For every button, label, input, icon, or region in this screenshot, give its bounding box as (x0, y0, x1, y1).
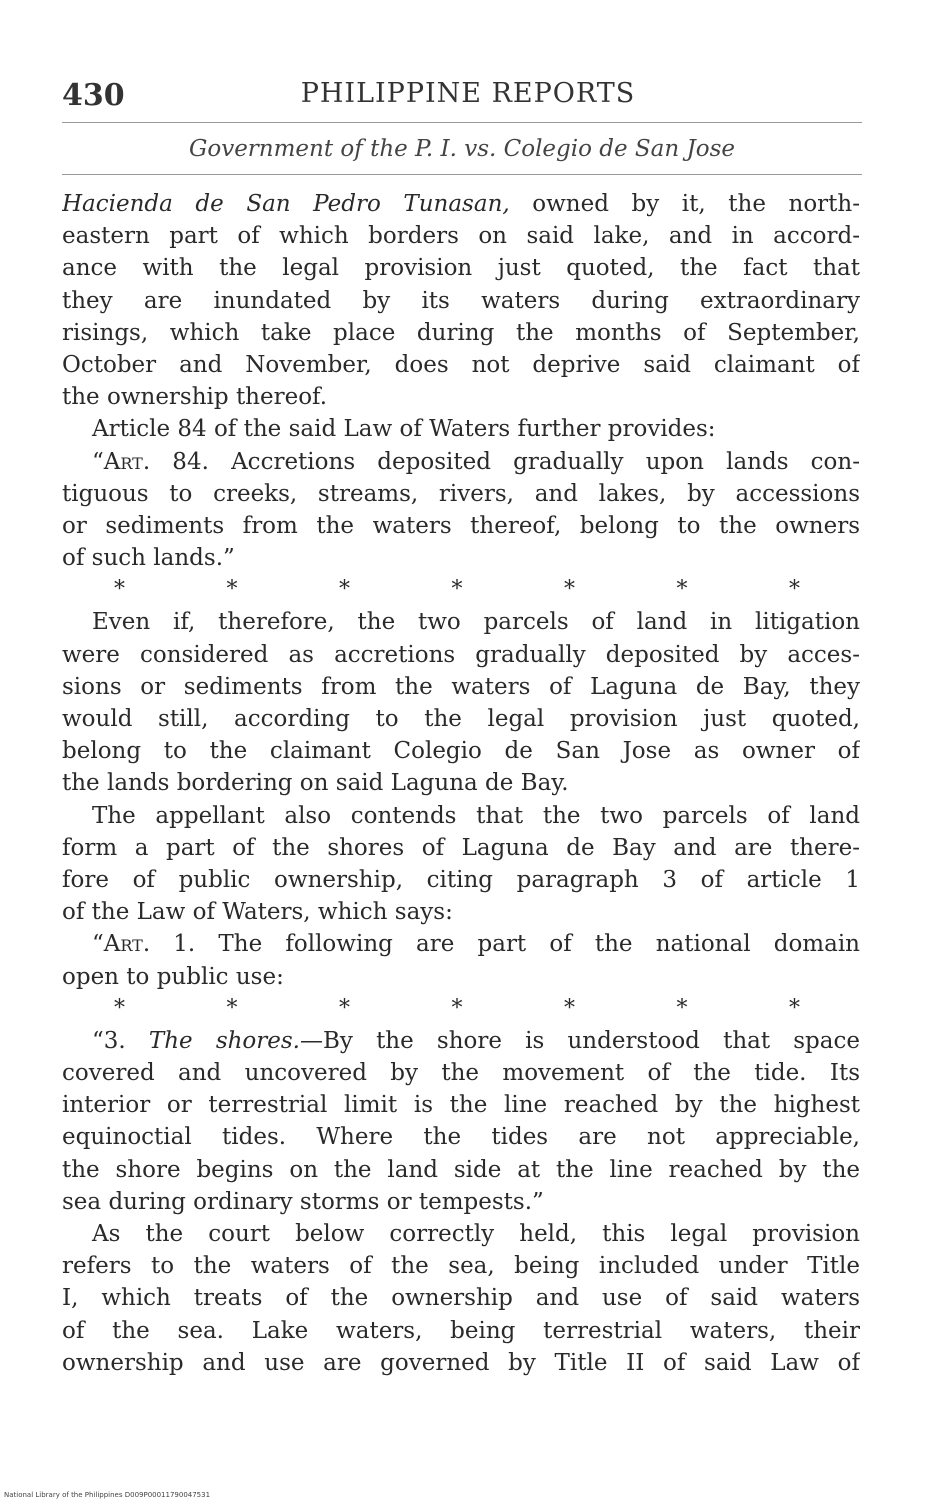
quote-line: of such lands.” (62, 545, 235, 572)
star: * (114, 577, 125, 603)
text-span: owned by it, the north- (509, 191, 860, 217)
text-line: sions or sediments from the waters of Laguna de Bay, they (62, 673, 860, 700)
article-label: Art. 1. (103, 931, 196, 958)
star: * (226, 577, 238, 603)
shores-heading: The shores. (148, 1027, 300, 1054)
star: * (114, 995, 125, 1021)
text-span: “ (92, 931, 104, 958)
star: * (564, 577, 575, 603)
text-line: form a part of the shores of Laguna de Bay and are there- (62, 834, 860, 861)
quote-line: tiguous to creeks, streams, rivers, and lakes, by accessions (62, 480, 860, 507)
text-line: ownership and use are governed by Title II of said Law of (62, 1349, 860, 1376)
text-line (62, 188, 860, 220)
star: * (339, 577, 350, 603)
quote-line (62, 1025, 860, 1057)
star: * (789, 577, 800, 603)
running-head: PHILIPPINE REPORTS (300, 78, 636, 109)
star: * (451, 995, 463, 1021)
text-line: belong to the claimant Colegio de San Jose as owner of (62, 738, 860, 765)
body-text (62, 188, 860, 1379)
quote-line: interior or terrestrial limit is the line reached by the highest (62, 1092, 860, 1119)
star: * (789, 995, 800, 1021)
text-line: risings, which take place during the months of September, (62, 319, 860, 346)
text-line: Article 84 of the said Law of Waters further provides: (92, 416, 716, 443)
star: * (339, 995, 350, 1021)
quote-line: or sediments from the waters thereof, belong to the owners (62, 512, 860, 539)
quote-line (62, 928, 860, 960)
text-line: Even if, therefore, the two parcels of land in litigation (92, 609, 860, 636)
quote-line: the shore begins on the land side at the line reached by the (62, 1156, 860, 1183)
text-line: the lands bordering on said Laguna de Bay. (62, 770, 569, 797)
text-line: eastern part of which borders on said lake, and in accord- (62, 223, 860, 250)
ellipsis-stars (62, 574, 860, 606)
text-line: refers to the waters of the sea, being included under Title (62, 1253, 860, 1280)
star: * (676, 577, 688, 603)
text-span: “ (92, 448, 104, 475)
star: * (676, 995, 688, 1021)
star: * (564, 995, 575, 1021)
case-title: Government of the P. I. vs. Colegio de San Jose (188, 136, 735, 162)
page-number: 430 (62, 78, 125, 113)
text-span: “3. (92, 1027, 149, 1054)
quote-line (62, 446, 860, 478)
quote-line: sea during ordinary storms or tempests.” (62, 1188, 544, 1215)
text-line: the ownership thereof. (62, 384, 328, 411)
text-line: ance with the legal provision just quoted, the fact that (62, 255, 860, 282)
ellipsis-stars (62, 993, 860, 1025)
text-line: were considered as accretions gradually deposited by acces- (62, 641, 860, 668)
star: * (451, 577, 463, 603)
header-rule-bottom (62, 174, 862, 175)
text-line: October and November, does not deprive said claimant of (62, 351, 860, 378)
text-line: of the sea. Lake waters, being terrestrial waters, their (62, 1317, 860, 1344)
header-rule-top (62, 122, 862, 123)
text-line: would still, according to the legal provision just quoted, (62, 706, 860, 732)
quote-line: open to public use: (62, 963, 284, 990)
text-span: —By the shore is understood that space (300, 1027, 860, 1054)
text-line: The appellant also contends that the two parcels of land (92, 802, 860, 829)
quote-line: covered and uncovered by the movement of the tide. Its (62, 1060, 860, 1087)
text-line: they are inundated by its waters during extraordinary (62, 287, 860, 314)
star: * (226, 995, 238, 1021)
article-label: Art. 84. (103, 448, 209, 475)
text-line: I, which treats of the ownership and use of said waters (62, 1285, 860, 1312)
text-span: Accretions deposited gradually upon lands con- (208, 448, 860, 475)
scan-credit: National Library of the Philippines D009P00011790047531 (4, 1491, 211, 1499)
estate-name: Hacienda de San Pedro Tunasan, (62, 191, 510, 217)
text-line: As the court below correctly held, this legal provision (92, 1221, 860, 1247)
text-span: The following are part of the national domain (195, 931, 860, 958)
quote-line: equinoctial tides. Where the tides are not appreciable, (62, 1124, 860, 1151)
text-line: fore of public ownership, citing paragraph 3 of article 1 (62, 866, 860, 893)
text-line: of the Law of Waters, which says: (62, 899, 453, 926)
